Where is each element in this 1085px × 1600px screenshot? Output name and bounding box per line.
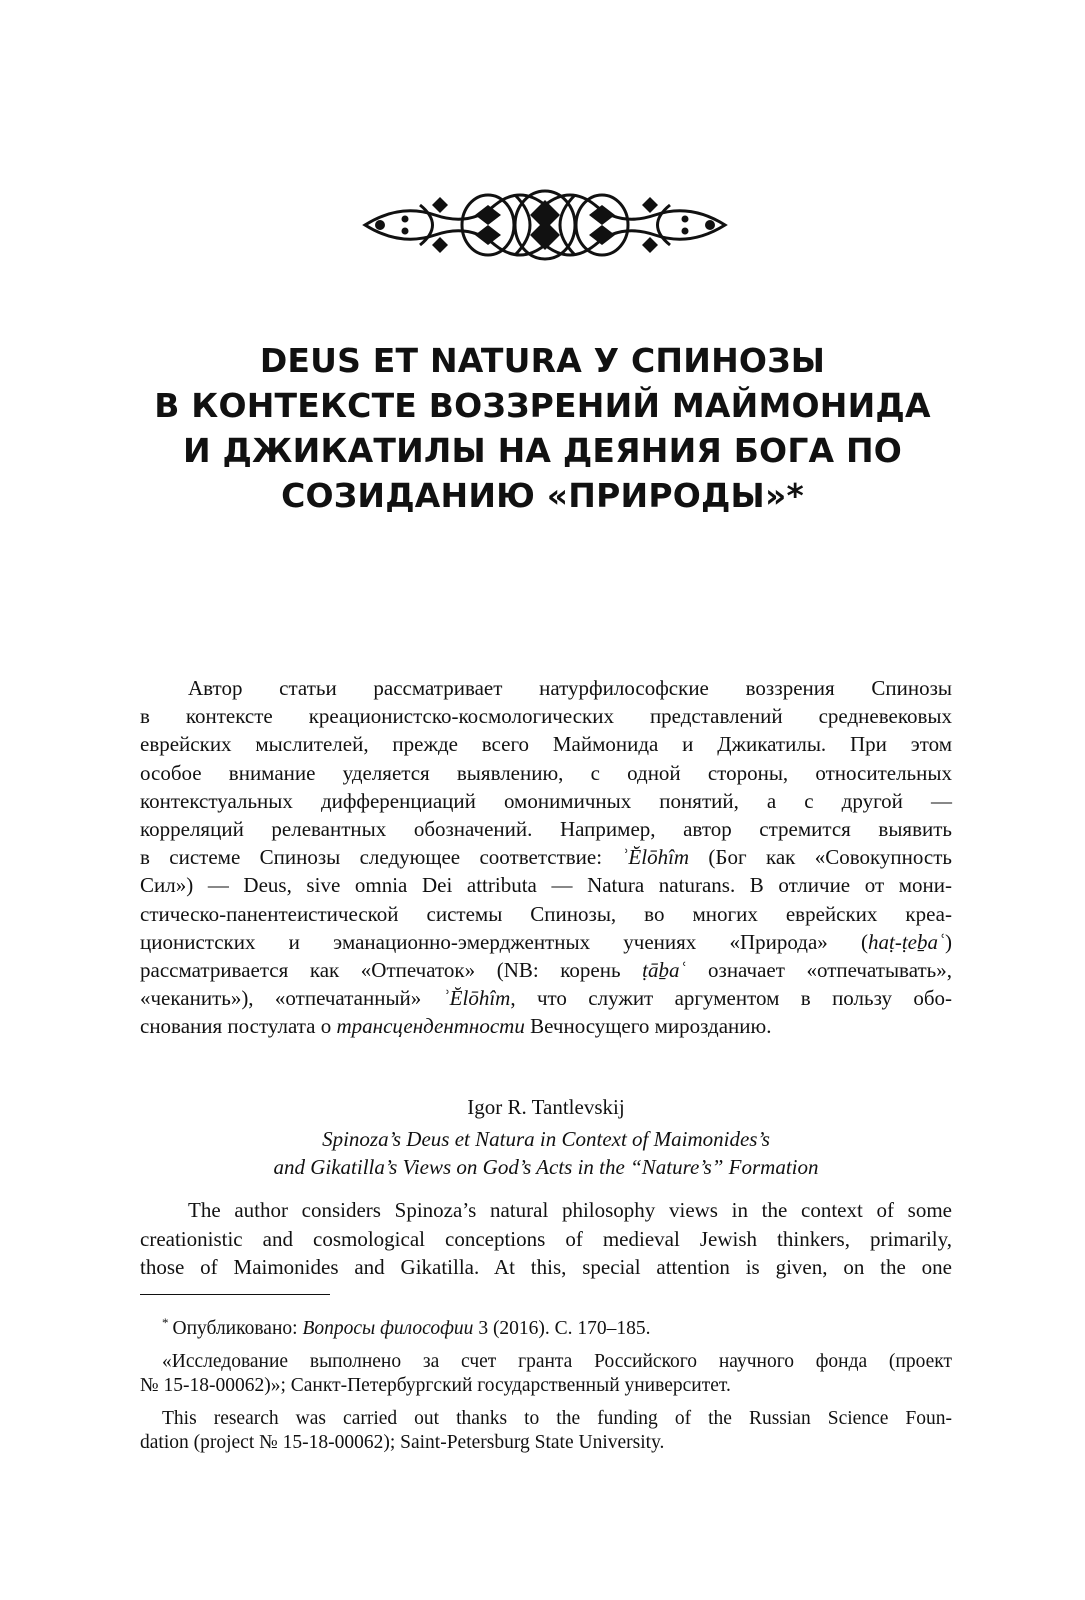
abstract-line: корреляций релевантных обозначений. Например, автор стремится выявить [140,817,952,842]
footnote-line: № 15-18-00062)»; Санкт-Петербургский государственный университет. [140,1375,731,1396]
text-run: «чеканить»), «отпечатанный» [140,986,443,1011]
text-run: (Бог как «Совокупность [689,845,952,870]
italic-term: ṭāḇaʿ [642,958,687,983]
abstract-line [140,1012,952,1040]
italic-term: ʾĔlōhîm [442,986,511,1011]
text-run: ) [945,929,952,954]
english-title-line: and Gikatilla’s Views on God’s Acts in the “Nature’s” Formation [273,1155,819,1179]
abstract-line: особое внимание уделяется выявлению, с одной стороны, относительных [140,760,952,785]
title-line: DEUS ET NATURA У СПИНОЗЫ [259,341,826,380]
footnotes [140,1311,952,1464]
footnote-marker: * [162,1315,169,1330]
abstract-line: creationistic and cosmological conceptions of medieval Jewish thinkers, primarily, [140,1226,952,1251]
text-run: Вечносущего мирозданию. [524,1014,772,1039]
knotwork-ornament [360,175,730,275]
title-line: СОЗИДАНИЮ «ПРИРОДЫ»* [281,476,804,515]
footnote-grant-ru [140,1350,952,1399]
footnote-divider [140,1294,330,1295]
footnote-publication [140,1311,952,1342]
abstract-en [140,1196,952,1282]
abstract-line: стическо-панентеистической системы Спинозы, во многих еврейских креа- [140,901,952,926]
abstract-line: еврейских мыслителей, прежде всего Маймонида и Джикатилы. При этом [140,732,952,757]
title-line: В КОНТЕКСТЕ ВОЗЗРЕНИЙ МАЙМОНИДА [154,386,931,425]
italic-term: haṭ-ṭeḇaʿ [868,929,945,954]
abstract-line: Сил») — Deus, sive omnia Dei attributa — Natura naturans. В отличие от мони- [140,873,952,898]
journal-name: Вопросы философии [302,1318,474,1339]
article-title [130,338,955,518]
abstract-line [140,843,952,871]
text-run: означает «отпечатывать», [686,958,952,983]
italic-term: ʾĔlōhîm [621,845,690,870]
title-line: И ДЖИКАТИЛЫ НА ДЕЯНИЯ БОГА ПО [182,431,903,470]
abstract-line [140,984,952,1012]
text-run: снования постулата о [140,1014,337,1039]
text-run: ционистских и эманационно-эмерджентных учениях «Природа» ( [140,929,869,954]
abstract-line [140,956,952,984]
text-run: 3 (2016). С. 170–185. [473,1318,651,1339]
footnote-line: dation (project № 15-18-00062); Saint-Petersburg State University. [140,1432,665,1453]
abstract-line: контекстуальных дифференциаций омонимичных понятий, а с другой — [140,788,952,813]
abstract-ru [140,674,952,1041]
abstract-line: those of Maimonides and Gikatilla. At this, special attention is given, on the one [140,1255,952,1279]
text-run: в системе Спинозы следующее соответствие: [140,845,622,870]
footnote-line: «Исследование выполнено за счет гранта Российского научного фонда (проект [162,1350,952,1372]
abstract-line: в контексте креационистско-космологических представлений средневековых [140,704,952,729]
footnote-line [140,1311,952,1342]
footnote-grant-en [140,1407,952,1456]
english-title [140,1125,952,1181]
text-run: , что служит аргументом в пользу обо- [510,986,952,1011]
footnote-line: This research was carried out thanks to the funding of the Russian Science Foun- [162,1407,952,1429]
author-name: Igor R. Tantlevskij [467,1095,625,1119]
text-run: рассматривается как «Отпечаток» (NB: корень [140,958,643,983]
italic-term: трансцендентности [336,1014,525,1039]
abstract-line [140,928,952,956]
abstract-line: The author considers Spinoza’s natural philosophy views in the context of some [188,1198,952,1222]
text-run: Опубликовано: [172,1318,303,1339]
abstract-line: Автор статьи рассматривает натурфилософские воззрения Спинозы [188,676,952,700]
english-title-line: Spinoza’s Deus et Natura in Context of Maimonides’s [322,1127,770,1151]
